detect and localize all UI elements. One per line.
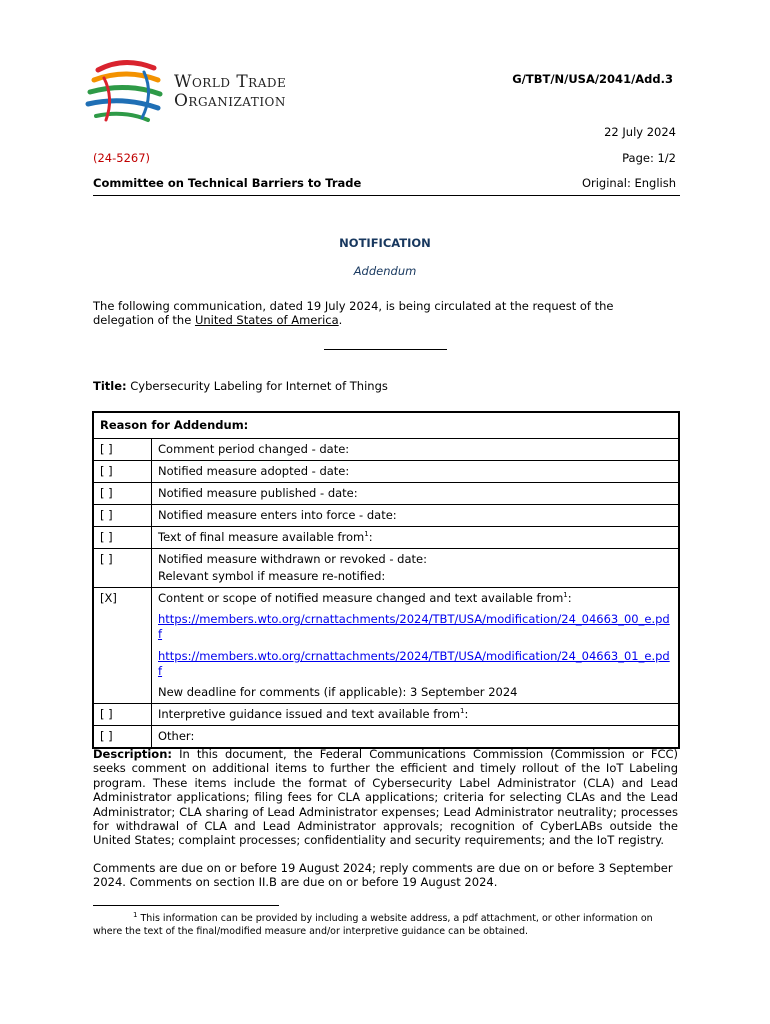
comments-paragraph: Comments are due on or before 19 August 2024; reply comments are due on or before 3 September 2024. Comments on section II.B are due on or before 19 August 2024. — [93, 861, 673, 890]
table-row — [93, 505, 679, 527]
modification-link-00[interactable]: https://members.wto.org/crnattachments/2024/TBT/USA/modification/24_04663_00_e.pdf — [158, 612, 670, 641]
checkbox-interpretive: [ ] — [93, 704, 152, 726]
reason-text: Notified measure published - date: — [152, 483, 680, 505]
reason-text: Notified measure enters into force - date: — [152, 505, 680, 527]
table-row — [93, 439, 679, 461]
reason-cell: Content or scope of notified measure changed and text available from$^1$: https://members.wto.org/crnattachments/2024/TBT/USA/modification/24_04663_00_e.pdf https://members.wto.org/crnattachments/2024/TBT/USA/modification/24_04663_01_e.pdf New deadline for comments (if applicable): 3 September 2024 — [152, 588, 680, 704]
table-row — [93, 704, 679, 726]
wto-wordmark — [174, 73, 286, 111]
modification-link-01[interactable]: https://members.wto.org/crnattachments/2024/TBT/USA/modification/24_04663_01_e.pdf — [158, 649, 670, 678]
notification-heading: NOTIFICATION — [339, 236, 431, 250]
header-divider — [93, 195, 680, 196]
reason-text: Comment period changed - date: — [152, 439, 680, 461]
footnote-mark: 1 — [133, 910, 138, 919]
footnote-ref: 1 — [460, 707, 465, 716]
checkbox-final-text: [ ] — [93, 527, 152, 549]
section-divider — [324, 349, 447, 350]
document-symbol: G/TBT/N/USA/2041/Add.3 — [512, 72, 673, 86]
footnote-divider — [93, 905, 279, 906]
checkbox-comment-period: [ ] — [93, 439, 152, 461]
reason-cell — [152, 549, 680, 588]
checkbox-enters-force: [ ] — [93, 505, 152, 527]
reason-text: Notified measure adopted - date: — [152, 461, 680, 483]
wto-logo — [84, 58, 334, 128]
title-text: Cybersecurity Labeling for Internet of Things — [130, 379, 388, 393]
footnote-text: This information can be provided by including a website address, a pdf attachment, or other information on where the text of the final/modified measure and/or interpretive guidance can be obtained. — [93, 913, 653, 937]
reason-cell: Text of final measure available from$^1$: — [152, 527, 680, 549]
reasons-table — [92, 411, 680, 749]
description-label: Description: — [93, 747, 172, 761]
title-label: Title: — [93, 379, 127, 393]
intro-end: . — [338, 313, 343, 327]
intro-paragraph — [93, 299, 678, 327]
checkbox-other: [ ] — [93, 726, 152, 749]
reason-text: Interpretive guidance issued and text available from — [158, 707, 461, 721]
table-row — [93, 726, 679, 749]
page-indicator: Page: 1/2 — [622, 151, 676, 165]
member-name: United States of America — [194, 313, 339, 327]
document-number: (24-5267) — [93, 151, 151, 165]
reason-cell: Interpretive guidance issued and text available from$^1$: — [152, 704, 680, 726]
checkbox-adopted: [ ] — [93, 461, 152, 483]
description-text: In this document, the Federal Communications Commission (Commission or FCC) seeks comment on additional items to further the efficient and timely rollout of the IoT Labeling program. These items include the format of Cybersecurity Label Administrator (CLA) and Lead Administrator applications; filing fees for CLA applications; criteria for selecting CLAs and the Lead Administrator; CLA sharing of Lead Administrator expenses; Lead Administrator neutrality; processes for withdrawal of CLA and Lead Administrator approvals; recognition of CyberLABs outside the United States; complaint processes; confidentiality and security requirements; and the IoT registry. — [93, 747, 679, 848]
footnote — [93, 912, 678, 938]
wto-globe-icon — [84, 58, 166, 128]
checkbox-published: [ ] — [93, 483, 152, 505]
committee-name: Committee on Technical Barriers to Trade — [93, 176, 362, 190]
reason-text: Text of final measure available from — [158, 530, 365, 544]
table-row — [93, 483, 679, 505]
checkbox-withdrawn: [ ] — [93, 549, 152, 588]
comment-deadline: New deadline for comments (if applicable): 3 September 2024 — [158, 685, 518, 699]
table-row — [93, 549, 679, 588]
footnote-ref: 1 — [364, 530, 369, 539]
table-row — [93, 527, 679, 549]
checkbox-content-changed: [X] — [93, 588, 152, 704]
intro-text: The following communication, dated 19 July 2024, is being circulated at the request of the delegation of the — [93, 299, 614, 327]
table-header-row — [93, 412, 679, 439]
table-row — [93, 461, 679, 483]
reason-text: Notified measure withdrawn or revoked - date: — [158, 552, 427, 566]
reason-subtext: Relevant symbol if measure re-notified: — [158, 569, 386, 583]
original-language: Original: English — [581, 176, 676, 190]
table-row — [93, 588, 679, 704]
org-name-line1: World Trade — [174, 72, 287, 92]
description-paragraph — [93, 747, 678, 848]
reason-text: Content or scope of notified measure changed and text available from — [158, 591, 564, 605]
reasons-header: Reason for Addendum: — [93, 412, 679, 439]
reason-text: Other: — [152, 726, 680, 749]
org-name-line2: Organization — [174, 91, 286, 111]
document-date: 22 July 2024 — [604, 125, 676, 139]
title-line — [93, 379, 678, 393]
footnote-ref: 1 — [563, 591, 568, 600]
addendum-subheading: Addendum — [353, 264, 417, 278]
